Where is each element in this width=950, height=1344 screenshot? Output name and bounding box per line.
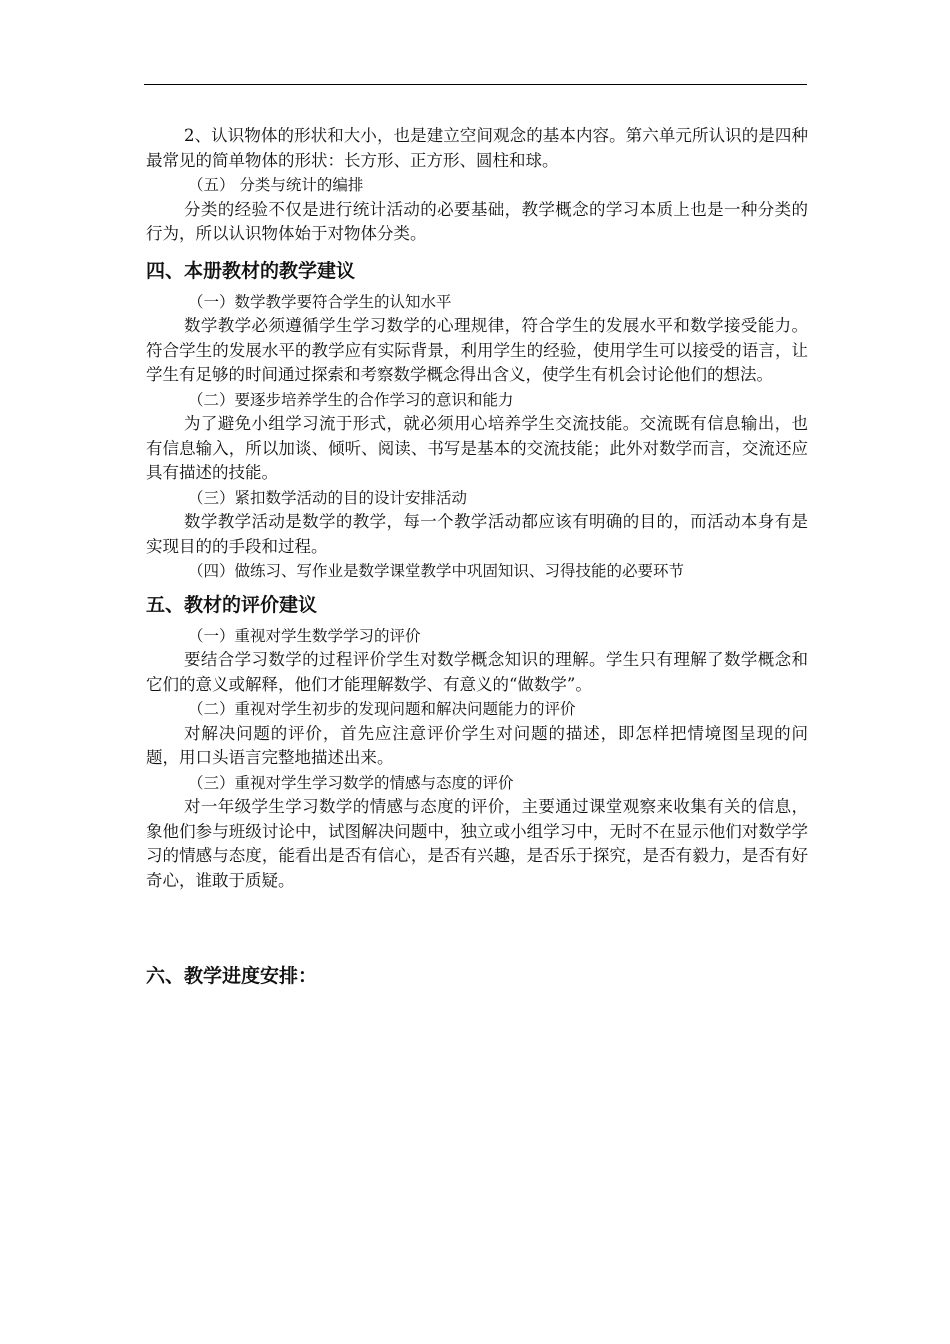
subheading: （二）要逐步培养学生的合作学习的意识和能力: [188, 390, 514, 409]
section-heading: 六、教学进度安排：: [146, 965, 318, 987]
paragraph: 要结合学习数学的过程评价学生对数学概念知识的理解。学生只有理解了数学概念和它们的意义或解释，他们才能理解数学、有意义的“做数学”。: [146, 650, 808, 694]
paragraph: 对一年级学生学习数学的情感与态度的评价，主要通过课堂观察来收集有关的信息，象他们参与班级讨论中，试图解决问题中，独立或小组学习中，无时不在显示他们对数学学习的情感与态度，能看出是否有信心，是否有兴趣，是否乐于探究，是否有毅力，是否有好奇心，谁敢于质疑。: [146, 797, 808, 890]
subheading: （五） 分类与统计的编排: [188, 176, 364, 194]
paragraph: 数学教学活动是数学的教学，每一个教学活动都应该有明确的目的，而活动本身有是实现目的的手段和过程。: [146, 512, 808, 556]
paragraph: 分类的经验不仅是进行统计活动的必要基础，教学概念的学习本质上也是一种分类的行为，所以认识物体始于对物体分类。: [146, 199, 808, 243]
paragraph: 为了避免小组学习流于形式，就必须用心培养学生交流技能。交流既有信息输出，也有信息输入，所以加谈、倾听、阅读、书写是基本的交流技能；此外对数学而言，交流还应具有描述的技能。: [146, 414, 808, 482]
subheading: （一）数学教学要符合学生的认知水平: [188, 292, 452, 311]
paragraph: 2、认识物体的形状和大小，也是建立空间观念的基本内容。第六单元所认识的是四种最常见的简单物体的形状：长方形、正方形、圆柱和球。: [146, 126, 808, 170]
subheading: （二）重视对学生初步的发现问题和解决问题能力的评价: [188, 700, 576, 718]
document-body: [146, 124, 808, 991]
section-heading: 四、本册教材的教学建议: [146, 259, 356, 282]
subheading: （三）重视对学生学习数学的情感与态度的评价: [188, 773, 514, 792]
subheading: （一）重视对学生数学学习的评价: [188, 626, 421, 645]
paragraph: 数学教学必须遵循学生学习数学的心理规律，符合学生的发展水平和数学接受能力。符合学生的发展水平的教学应有实际背景，利用学生的经验，使用学生可以接受的语言，让学生有足够的时间通过探索和考察数学概念得出含义，使学生有机会讨论他们的想法。: [146, 316, 808, 384]
subheading: （三）紧扣数学活动的目的设计安排活动: [188, 488, 468, 507]
header-rule: [144, 84, 807, 85]
section-heading: 五、教材的评价建议: [146, 593, 318, 616]
subheading: （四）做练习、写作业是数学课堂教学中巩固知识、习得技能的必要环节: [188, 562, 685, 580]
paragraph: 对解决问题的评价，首先应注意评价学生对问题的描述，即怎样把情境图呈现的问题，用口头语言完整地描述出来。: [146, 723, 808, 767]
